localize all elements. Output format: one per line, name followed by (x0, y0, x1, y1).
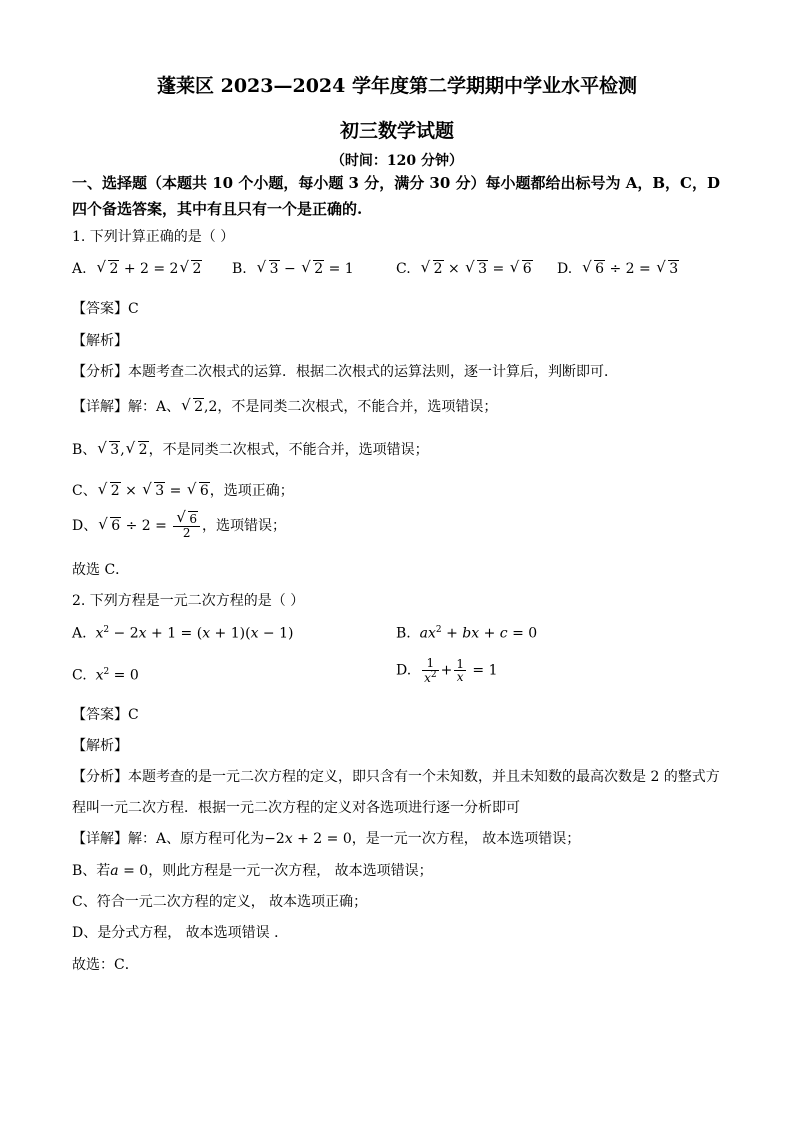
q2-option-c: C. $x^2 = 0$ (72, 667, 139, 684)
q1-option-a: A. √ 2 + 2 = 2√ 2 (72, 261, 202, 277)
q1-analysis: 【分析】本题考查二次根式的运算．根据二次根式的运算法则，逐一计算后，判断即可． (72, 364, 618, 380)
exam-subtitle: 初三数学试题 (339, 120, 454, 142)
q1-option-b: B. √ 3 − √ 2 = 1 (232, 261, 354, 277)
section-heading-line2: 四个备选答案，其中有且只有一个是正确的. (72, 200, 363, 218)
q1-option-d: D. √ 6 ÷ 2 = √ 3 (557, 261, 679, 277)
q2-detail-d: D、是分式方程， 故本选项错误 ． (72, 925, 289, 941)
q2-option-b: B. $ax^2$ + bx + c = 0 (396, 625, 538, 642)
q1-option-c: C. √ 2 × √ 3 = √ 6 (396, 261, 533, 277)
exam-title: 蓬莱区 2023—2024 学年度第二学期期中学业水平检测 (157, 75, 637, 97)
q1-detail-a: 【详解】解：A、√ 2,2，不是同类二次根式，不能合并，选项错误； (72, 396, 497, 416)
q1-conclusion: 故选 C． (72, 562, 130, 578)
q2-answer: 【答案】C (72, 707, 139, 723)
q2-jiexi-label: 【解析】 (72, 738, 128, 754)
q1-detail-b: B、√ 3,√ 2，不是同类二次根式，不能合并，选项错误； (72, 439, 429, 459)
q2-stem: 2. 下列方程是一元二次方程的是（ ） (72, 593, 305, 609)
q2-analysis-line2: 程叫一元二次方程．根据一元二次方程的定义对各选项进行逐一分析即可 (72, 800, 520, 816)
q1-stem: 1. 下列计算正确的是（ ） (72, 229, 235, 245)
q2-detail-c: C、符合一元二次方程的定义， 故本选项正确； (72, 894, 368, 910)
q1-answer: 【答案】C (72, 301, 139, 317)
q1-detail-d: D、√ 6 ÷ 2 = √ $\frac{6}{2}$ ，选项错误； (72, 513, 286, 539)
q2-option-a: A. $x^2 - 2x + 1 = (x + 1)(x - 1)$ (72, 625, 294, 642)
q2-option-d: D. $\frac{1}{x^2}$ + $\frac{1}{x}$ = 1 (396, 656, 498, 685)
section-heading-line1: 一、选择题（本题共 10 个小题，每小题 3 分，满分 30 分）每小题都给出标号为 A，B，C，D (72, 174, 721, 192)
q2-detail-b: B、若a = 0，则此方程是一元一次方程， 故本选项错误； (72, 863, 433, 879)
q2-detail-a: 【详解】解：A、原方程可化为−2x + 2 = 0，是一元一次方程， 故本选项错误； (72, 831, 581, 847)
q2-conclusion: 故选：C． (72, 957, 139, 973)
q2-analysis-line1: 【分析】本题考查的是一元二次方程的定义，即只含有一个未知数，并且未知数的最高次数是 2 的整式方 (72, 769, 720, 785)
q1-detail-c: C、√ 2 × √ 3 = √ 6，选项正确； (72, 480, 294, 500)
exam-time: （时间：120 分钟） (330, 153, 464, 169)
q1-jiexi-label: 【解析】 (72, 333, 128, 349)
